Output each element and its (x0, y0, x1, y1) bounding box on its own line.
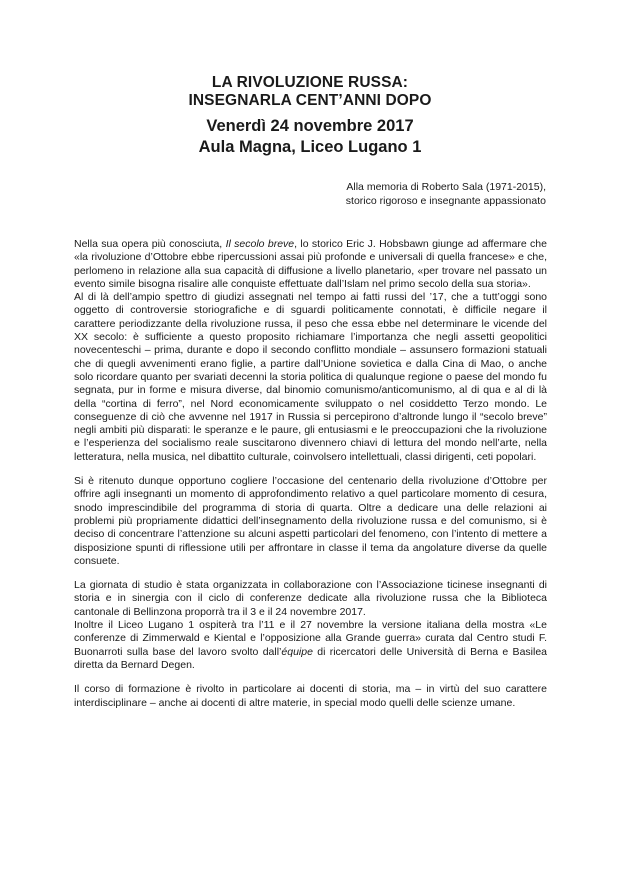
book-title: Il secolo breve (225, 238, 295, 250)
dedication-line-1: Alla memoria di Roberto Sala (1971-2015), (346, 181, 546, 193)
paragraph-exhibition-c: di ricercatori delle Università di Berna e Basilea diretta da Bernard Degen. (74, 645, 548, 671)
dedication-line-2: storico rigoroso e insegnante appassionato (345, 195, 546, 207)
paragraph-intro (74, 238, 547, 291)
paragraph-organization: La giornata di studio è stata organizzata in collaborazione con l’Associazione ticinese insegnanti di storia e in sinergia con il ciclo di conferenze dedicate alla rivoluzione russa che la Biblioteca cantonale di Bellinzona proporrà tra il 3 e il 24 novembre 2017. (74, 579, 547, 618)
paragraph-audience: Il corso di formazione è rivolto in particolare ai docenti di storia, ma – in virtù del suo carattere interdisciplinare – anche ai docenti di altre materie, in special modo quelli delle scienze umane. (74, 683, 547, 709)
event-place: Aula Magna, Liceo Lugano 1 (198, 138, 422, 156)
paragraph-intro-c: , lo storico Eric J. Hobsbawn giunge ad affermare che «la rivoluzione d’Ottobre ebbe ripercussioni assai più profonde e universali di quella francese» e che, perlomeno in relazione alla sua capacità di diffusione a livello planetario, «per trovare nel passato un evento simile bisogna risalire alle conquiste effettuate dall’Islam nel primo secolo della sua storia». (74, 238, 547, 290)
title-block (0, 74, 620, 158)
paragraph-purpose: Si è ritenuto dunque opportuno cogliere l’occasione del centenario della rivoluzione d’Ottobre per offrire agli insegnanti un momento di approfondimento relativo a quel particolare momento di cesura, snodo imprescindibile del programma di storia di quarta. Oltre a dedicare una delle relazioni ai problemi più propriamente didattici dell’insegnamento della rivoluzione russa e del comunismo, si è deciso di concentrare l’attenzione su alcuni aspetti particolari del fenomeno, con l’intento di mettere a disposizione spunti di riflessione utili per affrontare in classe il tema da angolature diverse da quelle consuete. (74, 475, 547, 567)
event-date: Venerdì 24 novembre 2017 (206, 117, 414, 135)
document-title-line-2: INSEGNARLA CENT’ANNI DOPO (188, 92, 432, 109)
dedication (346, 180, 546, 208)
paragraph-exhibition (74, 619, 547, 672)
paragraph-exhibition-a: Inoltre il Liceo Lugano 1 ospiterà tra l’11 e il 27 novembre la versione italiana della mostra «Le conferenze di Zimmerwald e Kiental e l’opposizione alla Grande guerra» curata dal Centro studi F. Buonarroti sulla base del lavoro svolto dall’ (74, 619, 547, 658)
equipe-word: équipe (281, 645, 313, 658)
paragraph-context: Al di là dell’ampio spettro di giudizi assegnati nel tempo ai fatti russi del ’17, che a tutt’oggi sono oggetto di controversie storiografiche e di sguardi politicamente connotati, è difficile negare il carattere periodizzante della rivoluzione russa, il peso che essa ebbe nel determinare le vicende del XX secolo: è sufficiente a questo proposito richiamare l’importanza che negli assetti geopolitici novecenteschi – prima, durante e dopo il secondo conflitto mondiale – assunsero formazioni statuali che di quegli avvenimenti erano figlie, a partire dall’Unione sovietica e dalla Cina di Mao, o anche solo ricordare quanto per svariati decenni la storia politica di qualunque regione o paese del mondo fu segnata, pur in forme e misura diverse, dal binomio comunismo/anticomunismo, al di qua e al di là della “cortina di ferro”, nel Nord economicamente sviluppato o nel cosiddetto Terzo mondo. Le conseguenze di ciò che avvenne nel 1917 in Russia si percepirono d’altronde lungo il “secolo breve” negli ambiti più disparati: le speranze e le paure, gli entusiasmi e le preoccupazioni che la rivoluzione e l’esperienza del socialismo reale suscitarono divennero chiavi di lettura del mondo nell’arte, nella letteratura, nella musica, nel dibattito culturale, coinvolsero intellettuali, classi dirigenti, ceti popolari. (74, 291, 547, 463)
document-title-line-1: LA RIVOLUZIONE RUSSA: (211, 74, 409, 91)
body-text (74, 238, 547, 710)
paragraph-intro-a: Nella sua opera più conosciuta, (74, 238, 226, 250)
